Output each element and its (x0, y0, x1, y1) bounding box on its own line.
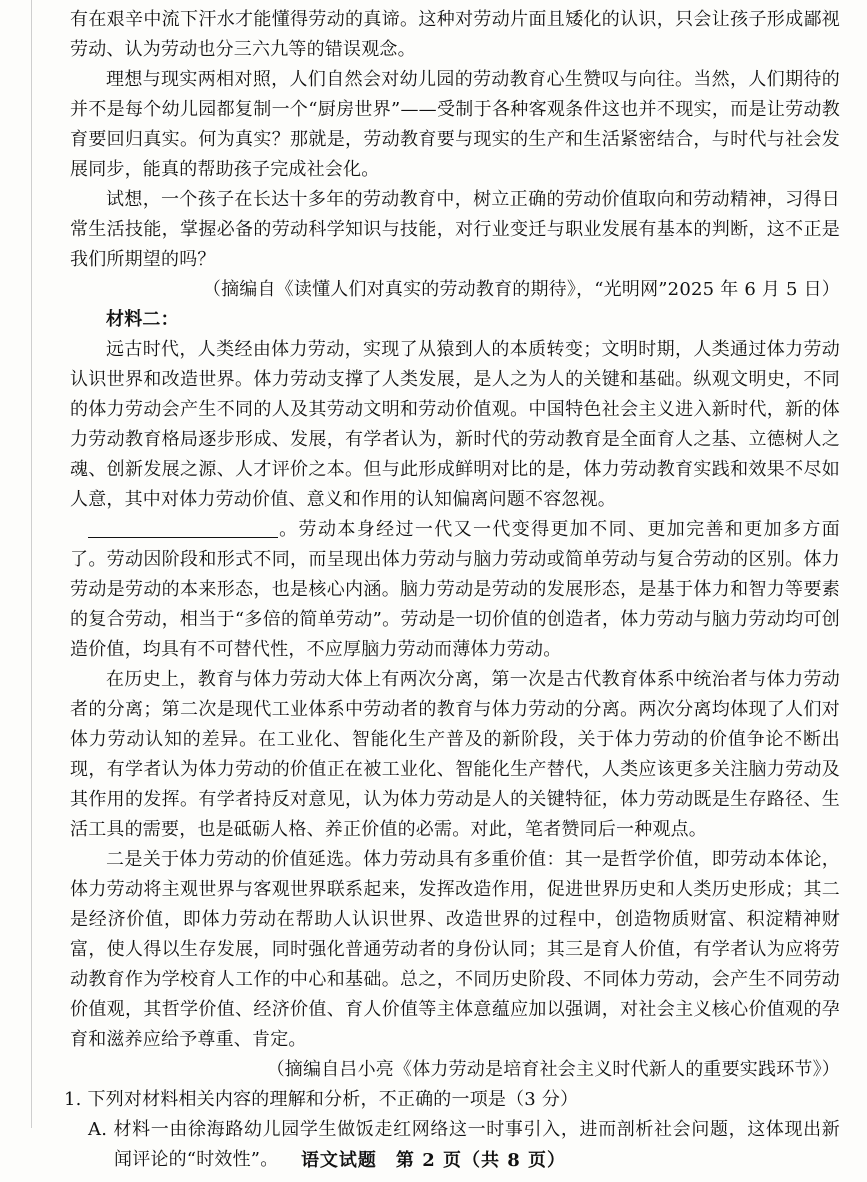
paragraph-ideal-reality: 理想与现实两相对照，人们自然会对幼儿园的劳动教育心生赞叹与向往。当然，人们期待的并不是每个幼儿园都复制一个“厨房世界”——受制于各种客观条件这也并不现实，而是让劳动教育要回归真实。何为真实？那就是，劳动教育要与现实的生产和生活紧密结合，与时代与社会发展同步，能真的帮助孩子完成社会化。 (70, 69, 840, 180)
paragraph-ancient-times: 远古时代，人类经由体力劳动，实现了从猿到人的本质转变；文明时期，人类通过体力劳动认识世界和改造世界。体力劳动支撑了人类发展，是人之为人的关键和基础。纵观文明史，不同的体力劳动会产生不同的人及其劳动文明和劳动价值观。中国特色社会主义进入新时代，新的体力劳动教育格局逐步形成、发展，有学者认为，新时代的劳动教育是全面育人之基、立德树人之魂、创新发展之源、人才评价之本。但与此形成鲜明对比的是，体力劳动教育实践和效果不尽如人意，其中对体力劳动价值、意义和作用的认知偏离问题不容忽视。 (70, 339, 840, 510)
section-title-material-two: 材料二： (106, 309, 179, 330)
margin-rule (31, 0, 32, 1128)
paragraph-imagine: 试想，一个孩子在长达十多年的劳动教育中，树立正确的劳动价值取向和劳动精神，习得日常生活技能，掌握必备的劳动科学知识与技能，对行业变迁与职业发展有基本的判断，这不正是我们所期望的吗？ (70, 189, 840, 270)
paragraph-value-extension: 二是关于体力劳动的价值延选。体力劳动具有多重价值：其一是哲学价值，即劳动本体论，体力劳动将主观世界与客观世界联系起来，发挥改造作用，促进世界历史和人类历史形成；其二是经济价值，即体力劳动在帮助人认识世界、改造世界的过程中，创造物质财富、积淀精神财富，使人得以生存发展，同时强化普通劳动者的身份认同；其三是育人价值，有学者认为应将劳动教育作为学校育人工作的中心和基础。总之，不同历史阶段、不同体力劳动，会产生不同劳动价值观，其哲学价值、经济价值、育人价值等主体意蕴应加以强调，对社会主义核心价值观的孕育和滋养应给予尊重、肯定。 (70, 849, 840, 1050)
paragraph-with-blank (70, 515, 840, 665)
page-content (64, 5, 840, 1175)
fill-in-blank-line (88, 519, 278, 538)
paragraph-history: 在历史上，教育与体力劳动大体上有两次分离，第一次是古代教育体系中统治者与体力劳动者的分离；第二次是现代工业体系中劳动者的教育与体力劳动的分离。两次分离均体现了人们对体力劳动认知的差异。在工业化、智能化生产普及的新阶段，关于体力劳动的价值争论不断出现，有学者认为体力劳动的价值正在被工业化、智能化生产替代，人类应该更多关注脑力劳动及其作用的发挥。有学者持反对意见，认为体力劳动是人的关键特征，体力劳动既是生存路径、生活工具的需要，也是砥砺人格、养正价值的必需。对此，笔者赞同后一种观点。 (70, 669, 840, 840)
paragraph-continued: 有在艰辛中流下汗水才能懂得劳动的真谛。这种对劳动片面且矮化的认识，只会让孩子形成鄙视劳动、认为劳动也分三六九等的错误观念。 (70, 9, 840, 60)
page-footer: 语文试题 第 2 页（共 8 页） (300, 1150, 567, 1171)
source-citation-two: （摘编自吕小亮《体力劳动是培育社会主义时代新人的重要实践环节》） (266, 1059, 840, 1080)
source-citation-one: （摘编自《读懂人们对真实的劳动教育的期待》，“光明网”2025 年 6 月 5 日） (202, 279, 840, 300)
question-one-option-a: A. 材料一由徐海路幼儿园学生做饭走红网络这一时事引入，进而剖析社会问题，这体现出新闻评论的“时效性”。 (88, 1119, 840, 1170)
question-one: 1. 下列对材料相关内容的理解和分析，不正确的一项是（3 分） (64, 1089, 579, 1110)
paragraph-blank-text: 。劳动本身经过一代又一代变得更加不同、更加完善和更加多方面了。劳动因阶段和形式不同，而呈现出体力劳动与脑力劳动或简单劳动与复合劳动的区别。体力劳动是劳动的本来形态，也是核心内涵。脑力劳动是劳动的发展形态，是基于体力和智力等要素的复合劳动，相当于“多倍的简单劳动”。劳动是一切价值的创造者，体力劳动与脑力劳动均可创造价值，均具有不可替代性，不应厚脑力劳动而薄体力劳动。 (70, 519, 840, 660)
